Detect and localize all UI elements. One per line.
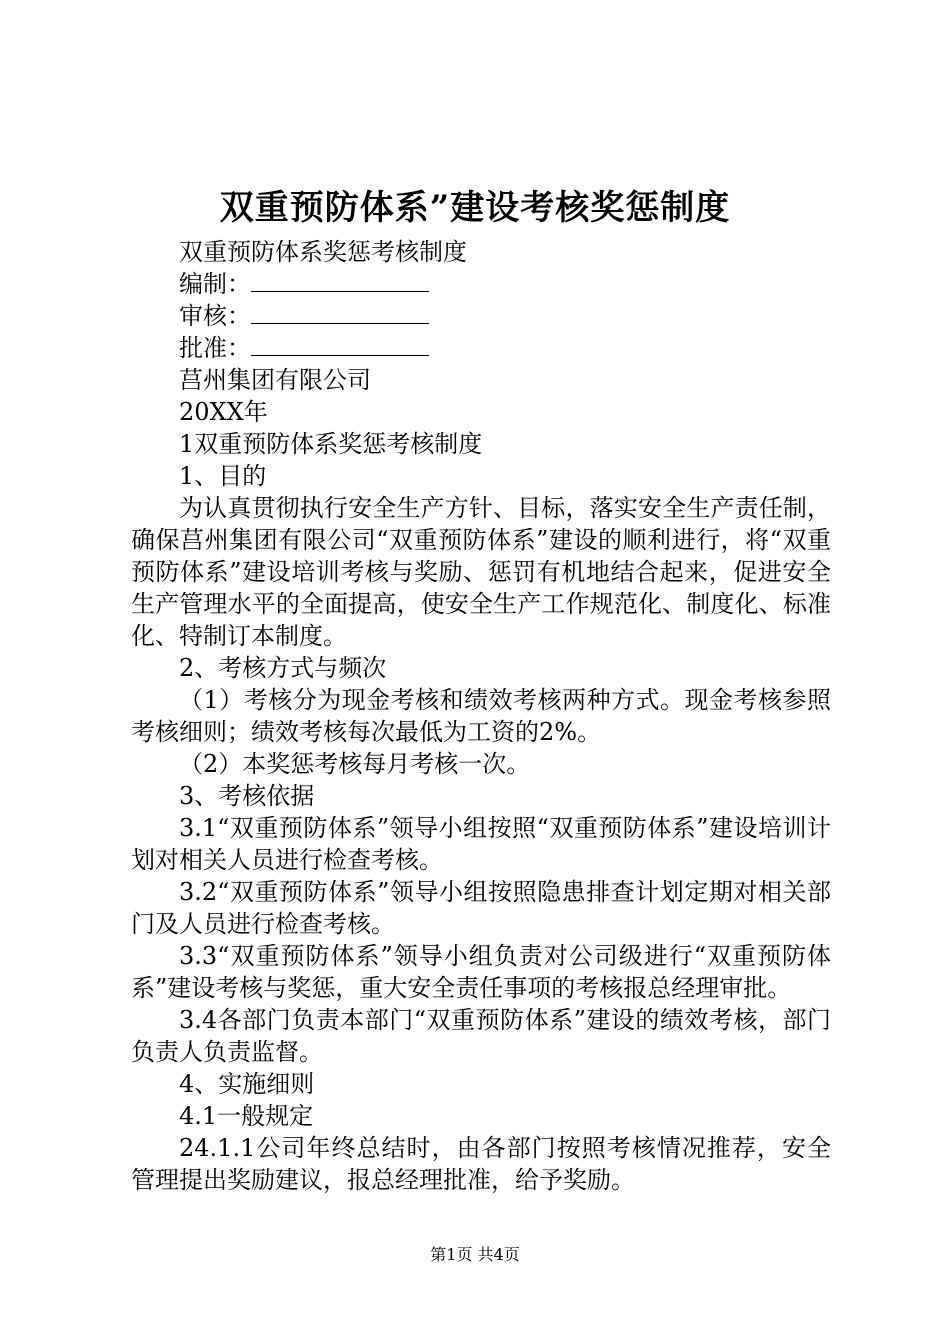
paragraph-method-2: （2）本奖惩考核每月考核一次。 <box>179 750 531 778</box>
paragraph-method-1: （1）考核分为现金考核和绩效考核两种方式。现金考核参照考核细则；绩效考核每次最低为工资的2%。 <box>131 686 831 746</box>
paragraph-general-rules: 24.1.1公司年终总结时，由各部门按照考核情况推荐，安全管理提出奖励建议，报总经理批准，给予奖励。 <box>131 1134 831 1194</box>
page-footer: 第1页 共4页 <box>430 1245 520 1264</box>
heading-general-rules: 4.1一般规定 <box>179 1102 314 1130</box>
section-title: 1双重预防体系奖惩考核制度 <box>179 430 483 458</box>
paragraph-basis-2: 3.2“双重预防体系”领导小组按照隐患排查计划定期对相关部门及人员进行检查考核。 <box>131 878 831 938</box>
paragraph-basis-1: 3.1“双重预防体系”领导小组按照“双重预防体系”建设培训计划对相关人员进行检查考核。 <box>131 814 831 874</box>
approve-label: 批准： <box>179 334 251 362</box>
approve-line <box>131 332 831 364</box>
heading-implementation: 4、实施细则 <box>179 1070 315 1098</box>
compile-blank <box>251 271 429 292</box>
compile-label: 编制： <box>179 270 251 298</box>
heading-purpose: 1、目的 <box>179 462 267 490</box>
heading-basis: 3、考核依据 <box>179 782 315 810</box>
heading-method: 2、考核方式与频次 <box>179 654 387 682</box>
document-year: 20XX年 <box>179 398 268 426</box>
company-name: 莒州集团有限公司 <box>179 366 371 394</box>
paragraph-purpose: 为认真贯彻执行安全生产方针、目标，落实安全生产责任制，确保莒州集团有限公司“双重预防体系”建设的顺利进行，将“双重预防体系”建设培训考核与奖励、惩罚有机地结合起来，促进安全生产管理水平的全面提高，使安全生产工作规范化、制度化、标准化、特制订本制度。 <box>131 494 831 650</box>
paragraph-basis-3: 3.3“双重预防体系”领导小组负责对公司级进行“双重预防体系”建设考核与奖惩，重大安全责任事项的考核报总经理审批。 <box>131 942 831 1002</box>
review-blank <box>251 303 429 324</box>
paragraph-basis-4: 3.4各部门负责本部门“双重预防体系”建设的绩效考核，部门负责人负责监督。 <box>131 1006 831 1066</box>
review-line <box>131 300 831 332</box>
review-label: 审核： <box>179 302 251 330</box>
document-body <box>131 236 831 1196</box>
approve-blank <box>251 335 429 356</box>
compile-line <box>131 268 831 300</box>
document-subtitle: 双重预防体系奖惩考核制度 <box>179 238 467 266</box>
document-title: 双重预防体系”建设考核奖惩制度 <box>219 188 731 228</box>
